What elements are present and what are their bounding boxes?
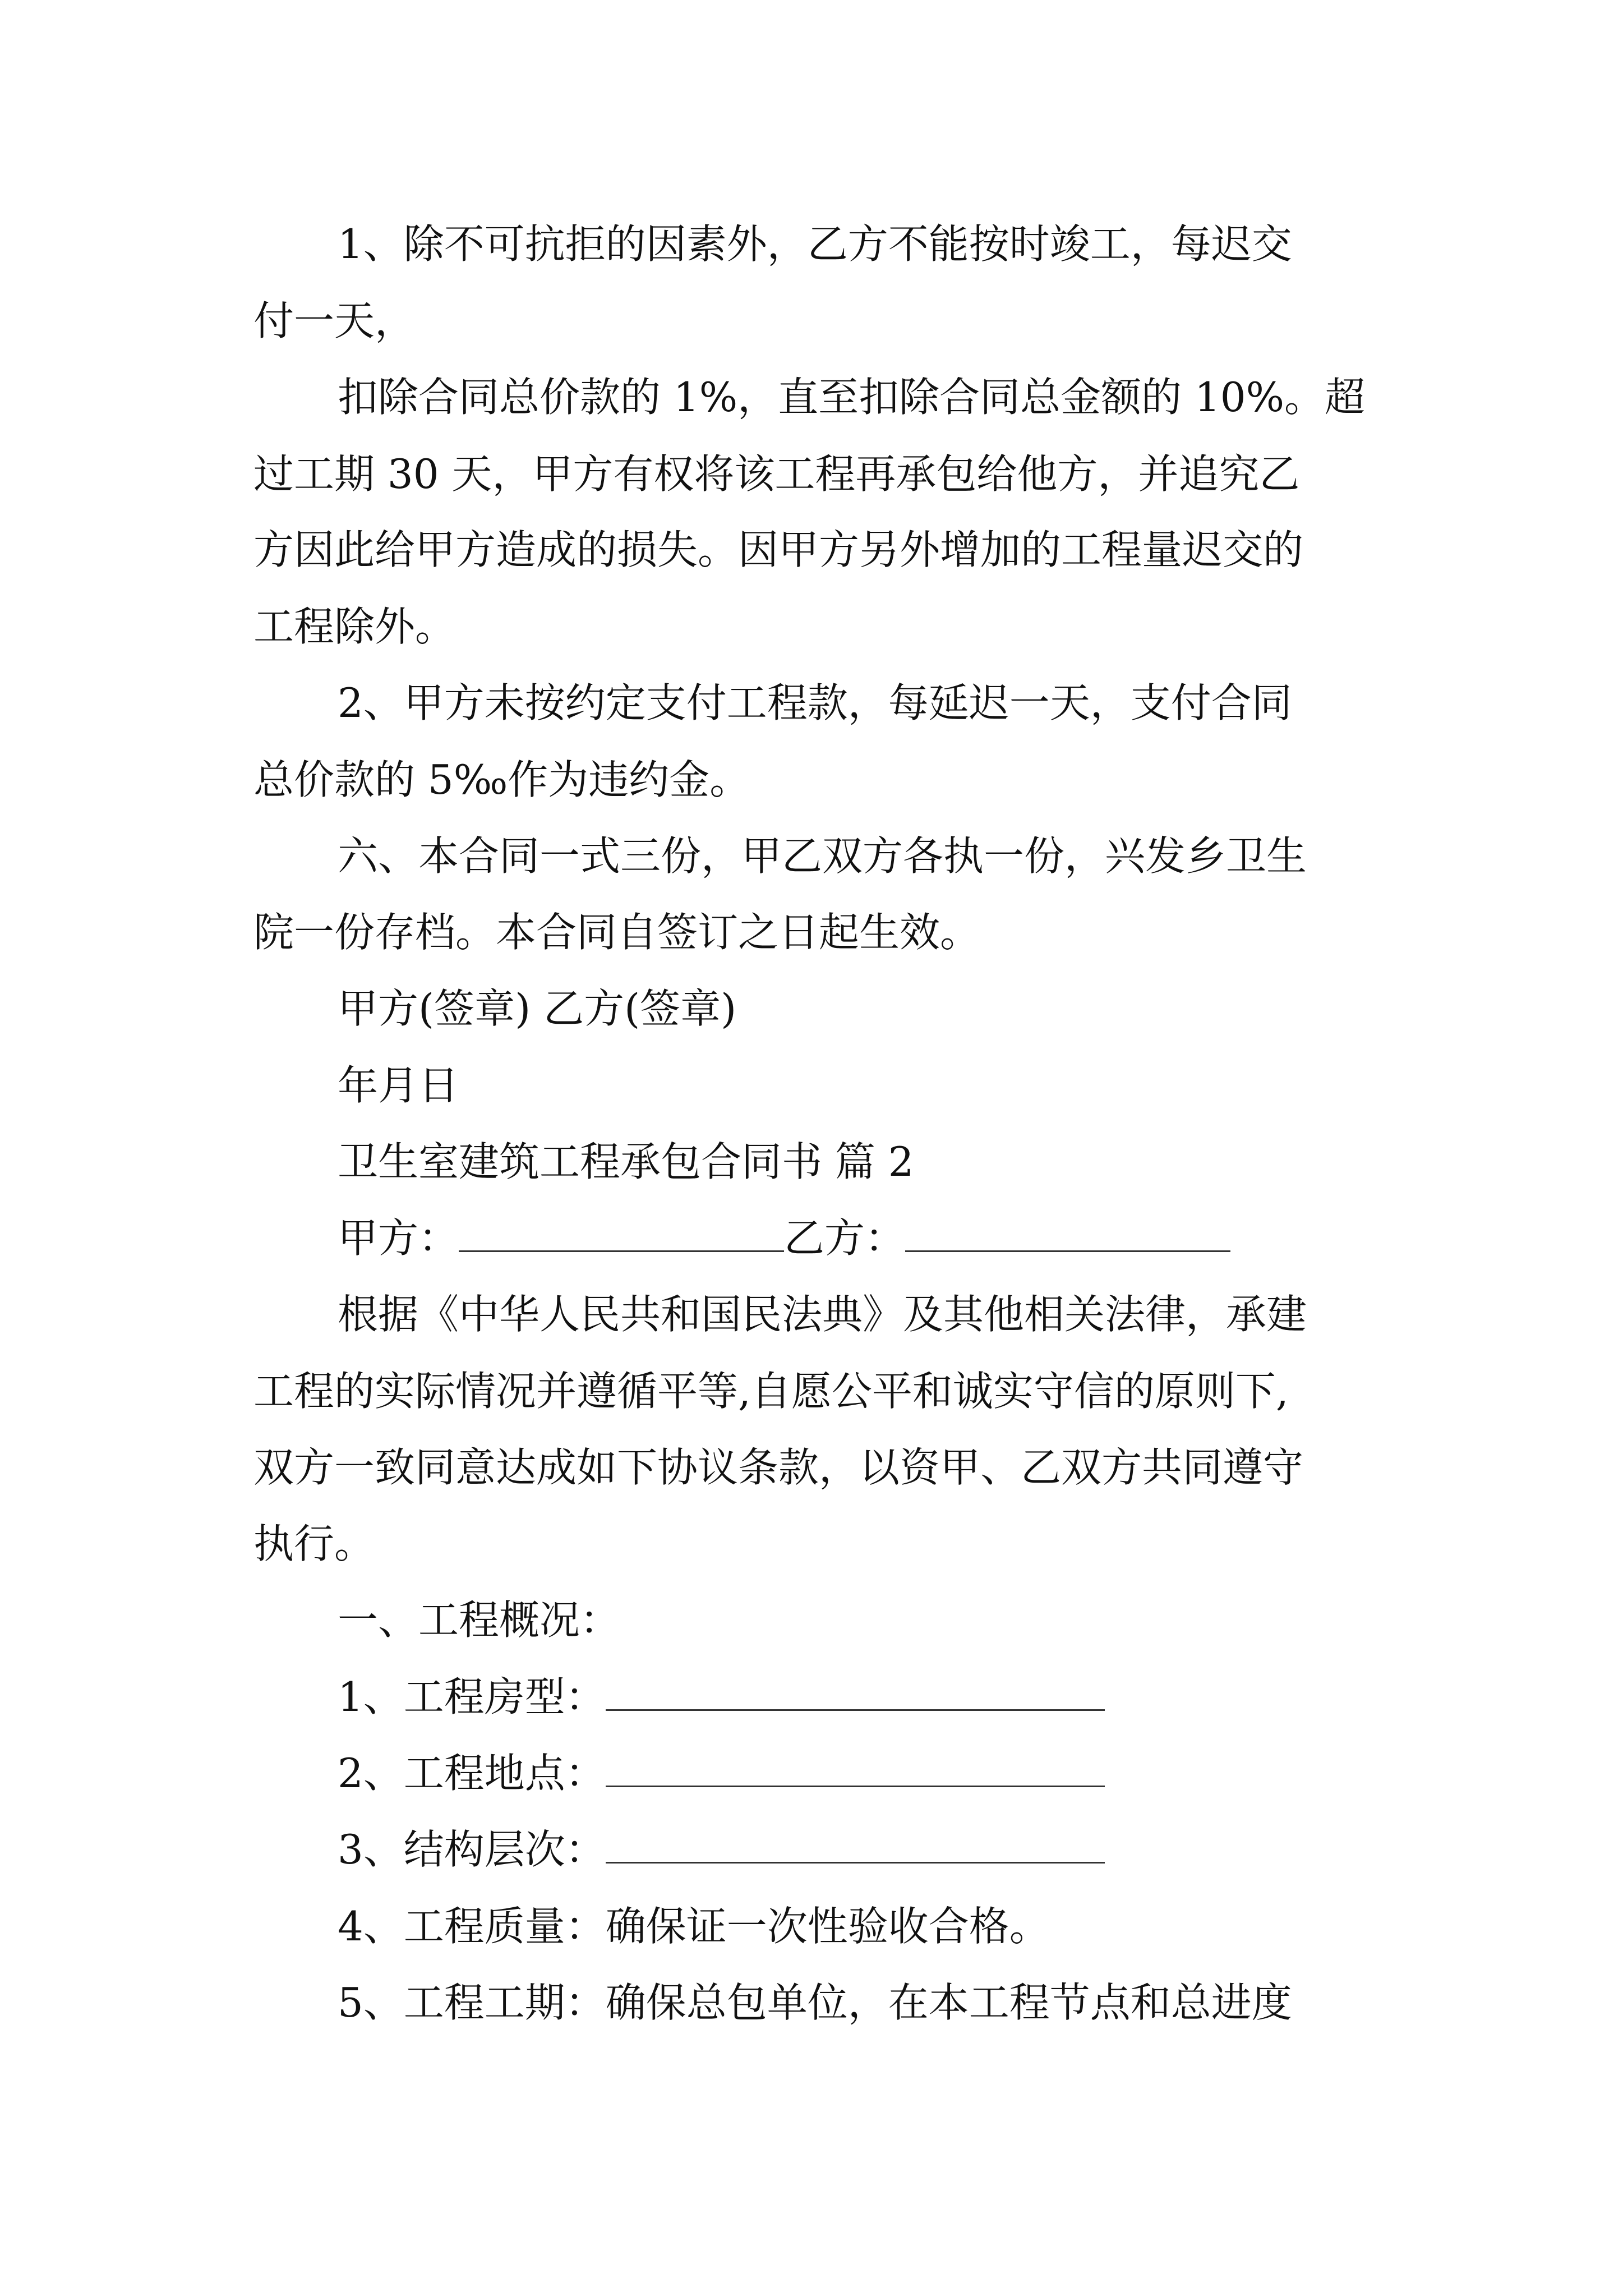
paragraph-line: 付一天， xyxy=(253,297,416,344)
paragraph-line: 4、工程质量：确保证一次性验收合格。 xyxy=(338,1903,1050,1950)
paragraph-line: 5、工程工期：确保总包单位，在本工程节点和总进度 xyxy=(338,1979,1292,2026)
paragraph-line: 1、除不可抗拒的因素外，乙方不能按时竣工，每迟交 xyxy=(338,220,1292,268)
field-line xyxy=(338,1669,1105,1725)
paragraph-line: 院一份存档。本合同自签订之日起生效。 xyxy=(253,909,981,956)
paragraph-line: 双方一致同意达成如下协议条款，以资甲、乙双方共同遵守 xyxy=(253,1444,1304,1491)
field-line xyxy=(338,1821,1105,1878)
field-blank xyxy=(606,1749,1105,1787)
paragraph-line: 2、甲方未按约定支付工程款，每延迟一天，支付合同 xyxy=(338,679,1292,726)
section-heading: 一、工程概况： xyxy=(338,1596,621,1644)
party-a-label: 甲方： xyxy=(338,1214,459,1262)
party-a-blank xyxy=(459,1213,784,1252)
field-label: 2、工程地点： xyxy=(338,1750,606,1797)
field-line xyxy=(338,1745,1105,1801)
date-line: 年月日 xyxy=(338,1062,459,1109)
paragraph-line: 过工期 30 天，甲方有权将该工程再承包给他方，并追究乙 xyxy=(253,450,1300,498)
party-b-blank xyxy=(905,1213,1230,1252)
paragraph-line: 执行。 xyxy=(253,1520,375,1567)
party-b-label: 乙方： xyxy=(784,1214,906,1262)
field-label: 1、工程房型： xyxy=(338,1673,606,1720)
field-label: 3、结构层次： xyxy=(338,1826,606,1873)
field-blank xyxy=(606,1825,1105,1864)
paragraph-line: 六、本合同一式三份，甲乙双方各执一份，兴发乡卫生 xyxy=(338,832,1307,880)
paragraph-line: 方因此给甲方造成的损失。因甲方另外增加的工程量迟交的 xyxy=(253,526,1304,573)
signature-line: 甲方(签章) 乙方(签章) xyxy=(338,985,737,1032)
paragraph-line: 工程除外。 xyxy=(253,603,456,650)
section-title: 卫生室建筑工程承包合同书 篇 2 xyxy=(338,1138,914,1185)
party-line xyxy=(338,1210,1230,1266)
paragraph-line: 总价款的 5‰作为违约金。 xyxy=(253,756,750,803)
field-blank xyxy=(606,1672,1105,1711)
paragraph-line: 扣除合同总价款的 1%，直至扣除合同总金额的 10%。超 xyxy=(338,374,1366,421)
paragraph-line: 根据《中华人民共和国民法典》及其他相关法律，承建 xyxy=(338,1291,1307,1338)
paragraph-line: 工程的实际情况并遵循平等,自愿公平和诚实守信的原则下, xyxy=(253,1368,1289,1415)
